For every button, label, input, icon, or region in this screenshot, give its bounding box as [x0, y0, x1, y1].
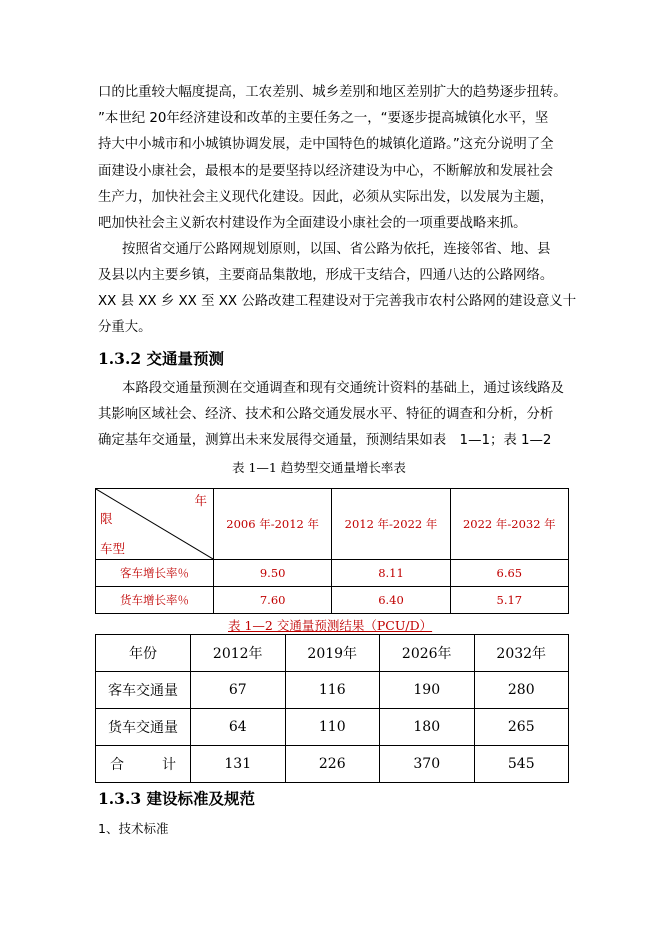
total-label-b: 计	[162, 757, 176, 773]
table-cell: 370	[380, 746, 475, 783]
table-caption: 表 1—1 趋势型交通量增长率表	[232, 460, 406, 475]
row-label: 货车增长率％	[96, 587, 214, 614]
paragraph-line: 确定基年交通量，测算出未来发展得交通量，预测结果如表 1—1；表 1—2	[98, 433, 552, 448]
paragraph-line: 按照省交通厅公路网规划原则，以国、省公路为依托，连接邻省、地、县	[122, 242, 551, 257]
growth-rate-table	[95, 488, 569, 614]
paragraph-line: 面建设小康社会，最根本的是要坚持以经济建设为中心，不断解放和发展社会	[98, 164, 554, 179]
table-caption: 表 1—2 交通量预测结果（PCU/D）	[228, 618, 433, 633]
table-header-row	[96, 635, 569, 672]
column-header: 年份	[96, 635, 191, 672]
table-cell: 110	[285, 709, 380, 746]
corner-type-label: 车型	[100, 541, 126, 556]
table-row	[96, 709, 569, 746]
row-label: 客车交通量	[96, 672, 191, 709]
table-cell: 8.11	[332, 560, 450, 587]
table-row	[96, 560, 569, 587]
table-cell: 9.50	[214, 560, 332, 587]
paragraph-line: XX 县 XX 乡 XX 至 XX 公路改建工程建设对于完善我市农村公路网的建设意义十	[98, 294, 577, 309]
column-header: 2022 年-2032 年	[450, 489, 568, 560]
table-cell: 7.60	[214, 587, 332, 614]
paragraph-line: 吧加快社会主义新农村建设作为全面建设小康社会的一项重要战略来抓。	[98, 216, 527, 231]
traffic-forecast-table	[95, 634, 569, 783]
table-cell: 190	[380, 672, 475, 709]
table-row	[96, 672, 569, 709]
total-label	[96, 746, 191, 783]
table-cell: 67	[191, 672, 286, 709]
table-cell: 180	[380, 709, 475, 746]
table-cell: 280	[474, 672, 569, 709]
table-cell: 226	[285, 746, 380, 783]
column-header: 2032年	[474, 635, 569, 672]
column-header: 2026年	[380, 635, 475, 672]
column-header: 2019年	[285, 635, 380, 672]
paragraph-line: 其影响区域社会、经济、技术和公路交通发展水平、特征的调查和分析，分析	[98, 407, 554, 422]
paragraph-line: 及县以内主要乡镇，主要商品集散地，形成干支结合，四通八达的公路网络。	[98, 268, 554, 283]
paragraph-line: 持大中小城市和小城镇协调发展，走中国特色的城镇化道路。”这充分说明了全	[98, 137, 554, 152]
table-total-row	[96, 746, 569, 783]
table-row	[96, 587, 569, 614]
paragraph-line: 分重大。	[98, 320, 152, 335]
column-header: 2006 年-2012 年	[214, 489, 332, 560]
subsection-label: 1、技术标准	[98, 821, 169, 836]
section-heading: 1.3.2 交通量预测	[98, 349, 225, 368]
table-cell: 545	[474, 746, 569, 783]
table-cell: 6.40	[332, 587, 450, 614]
corner-year-label: 年	[194, 493, 207, 508]
column-header: 2012 年-2022 年	[332, 489, 450, 560]
total-label-a: 合	[110, 757, 124, 773]
row-label: 货车交通量	[96, 709, 191, 746]
table-corner-cell	[96, 489, 214, 560]
table-cell: 116	[285, 672, 380, 709]
table-cell: 265	[474, 709, 569, 746]
paragraph-line: 生产力，加快社会主义现代化建设。因此，必须从实际出发，以发展为主题，	[98, 190, 554, 205]
table-cell: 131	[191, 746, 286, 783]
section-heading: 1.3.3 建设标准及规范	[98, 789, 256, 808]
paragraph-line: 口的比重较大幅度提高，工农差别、城乡差别和地区差别扩大的趋势逐步扭转。	[98, 85, 567, 100]
table-cell: 5.17	[450, 587, 568, 614]
corner-limit-label: 限	[100, 511, 113, 526]
column-header: 2012年	[191, 635, 286, 672]
paragraph-line: 本路段交通量预测在交通调查和现有交通统计资料的基础上，通过该线路及	[122, 381, 564, 396]
table-cell: 6.65	[450, 560, 568, 587]
paragraph-line: ”本世纪 20年经济建设和改革的主要任务之一，“要逐步提高城镇化水平，坚	[98, 111, 549, 126]
table-cell: 64	[191, 709, 286, 746]
row-label: 客车增长率％	[96, 560, 214, 587]
